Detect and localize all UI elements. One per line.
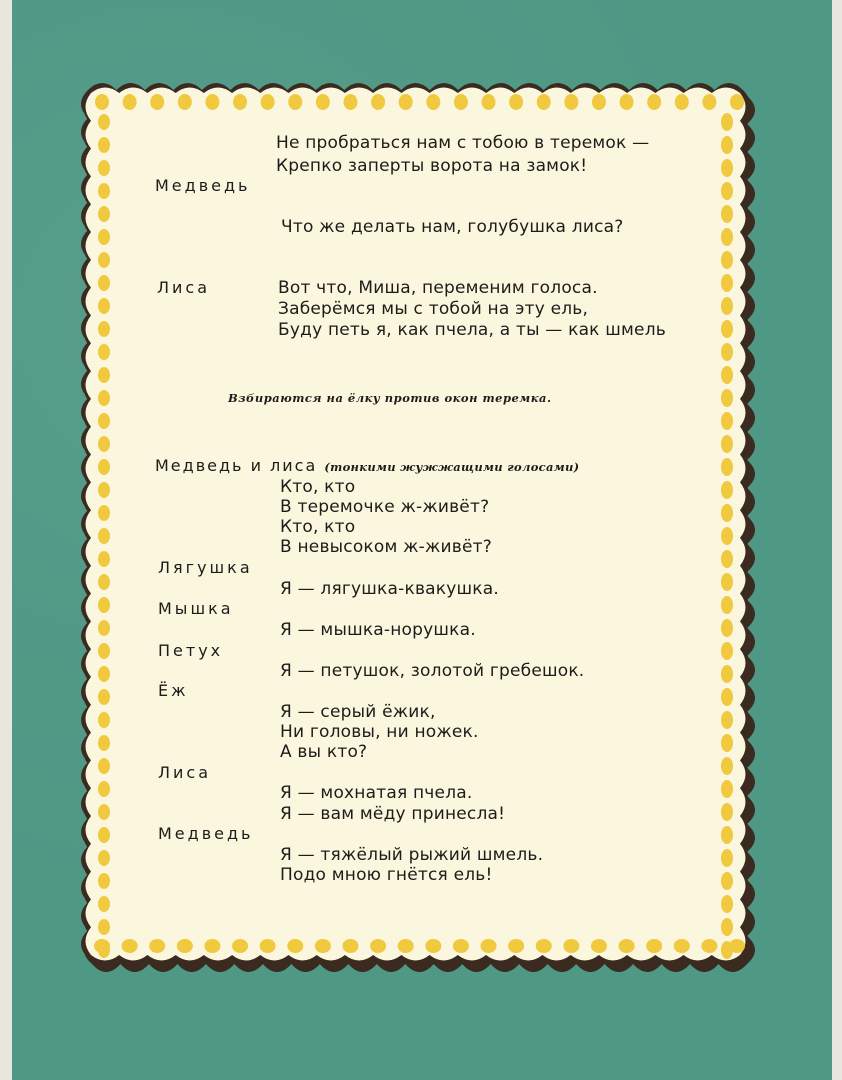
speaker-frog: Лягушка [158, 558, 253, 577]
fox1-line3: Буду петь я, как пчела, а ты — как шмель [278, 320, 666, 340]
speaker-hedgehog: Ёж [158, 681, 189, 700]
frog-line1: Я — лягушка-квакушка. [280, 579, 499, 599]
speaker-bear-1: Медведь [155, 176, 251, 195]
mouse-line1: Я — мышка-норушка. [280, 620, 476, 640]
speaker-mouse: Мышка [158, 599, 234, 618]
rooster-line1: Я — петушок, золотой гребешок. [280, 661, 585, 681]
fox2-line2: Я — вам мёду принесла! [280, 804, 506, 824]
verse1-line1: Не пробраться нам с тобою в теремок — [276, 133, 650, 153]
fox1-line1: Вот что, Миша, переменим голоса. [278, 278, 598, 298]
verse1-line2: Крепко заперты ворота на замок! [276, 156, 588, 176]
speaker-rooster: Петух [158, 641, 224, 660]
duet-line1: Кто, кто [280, 477, 356, 497]
speaker-fox-1: Лиса [157, 278, 211, 297]
speaker-bear-and-fox [155, 456, 579, 477]
bear2-line2: Подо мною гнётся ель! [280, 865, 493, 885]
duet-remark: (тонкими жужжащими голосами) [324, 460, 580, 474]
duet-line3: Кто, кто [280, 517, 356, 537]
speaker-fox-2: Лиса [158, 763, 212, 782]
hedgehog-line1: Я — серый ёжик, [280, 702, 436, 722]
bear2-line1: Я — тяжёлый рыжий шмель. [280, 845, 544, 865]
stage-direction: Взбираются на ёлку против окон теремка. [228, 391, 552, 405]
bear1-line1: Что же делать нам, голубушка лиса? [281, 217, 624, 237]
hedgehog-line3: А вы кто? [280, 742, 368, 762]
hedgehog-line2: Ни головы, ни ножек. [280, 722, 479, 742]
fox2-line1: Я — мохнатая пчела. [280, 783, 473, 803]
speaker-bear-2: Медведь [158, 824, 254, 843]
duet-line4: В невысоком ж-живёт? [280, 537, 492, 557]
fox1-line2: Заберёмся мы с тобой на эту ель, [278, 299, 589, 319]
duet-line2: В теремочке ж-живёт? [280, 497, 490, 517]
duet-speakers: Медведь и лиса [155, 456, 318, 475]
